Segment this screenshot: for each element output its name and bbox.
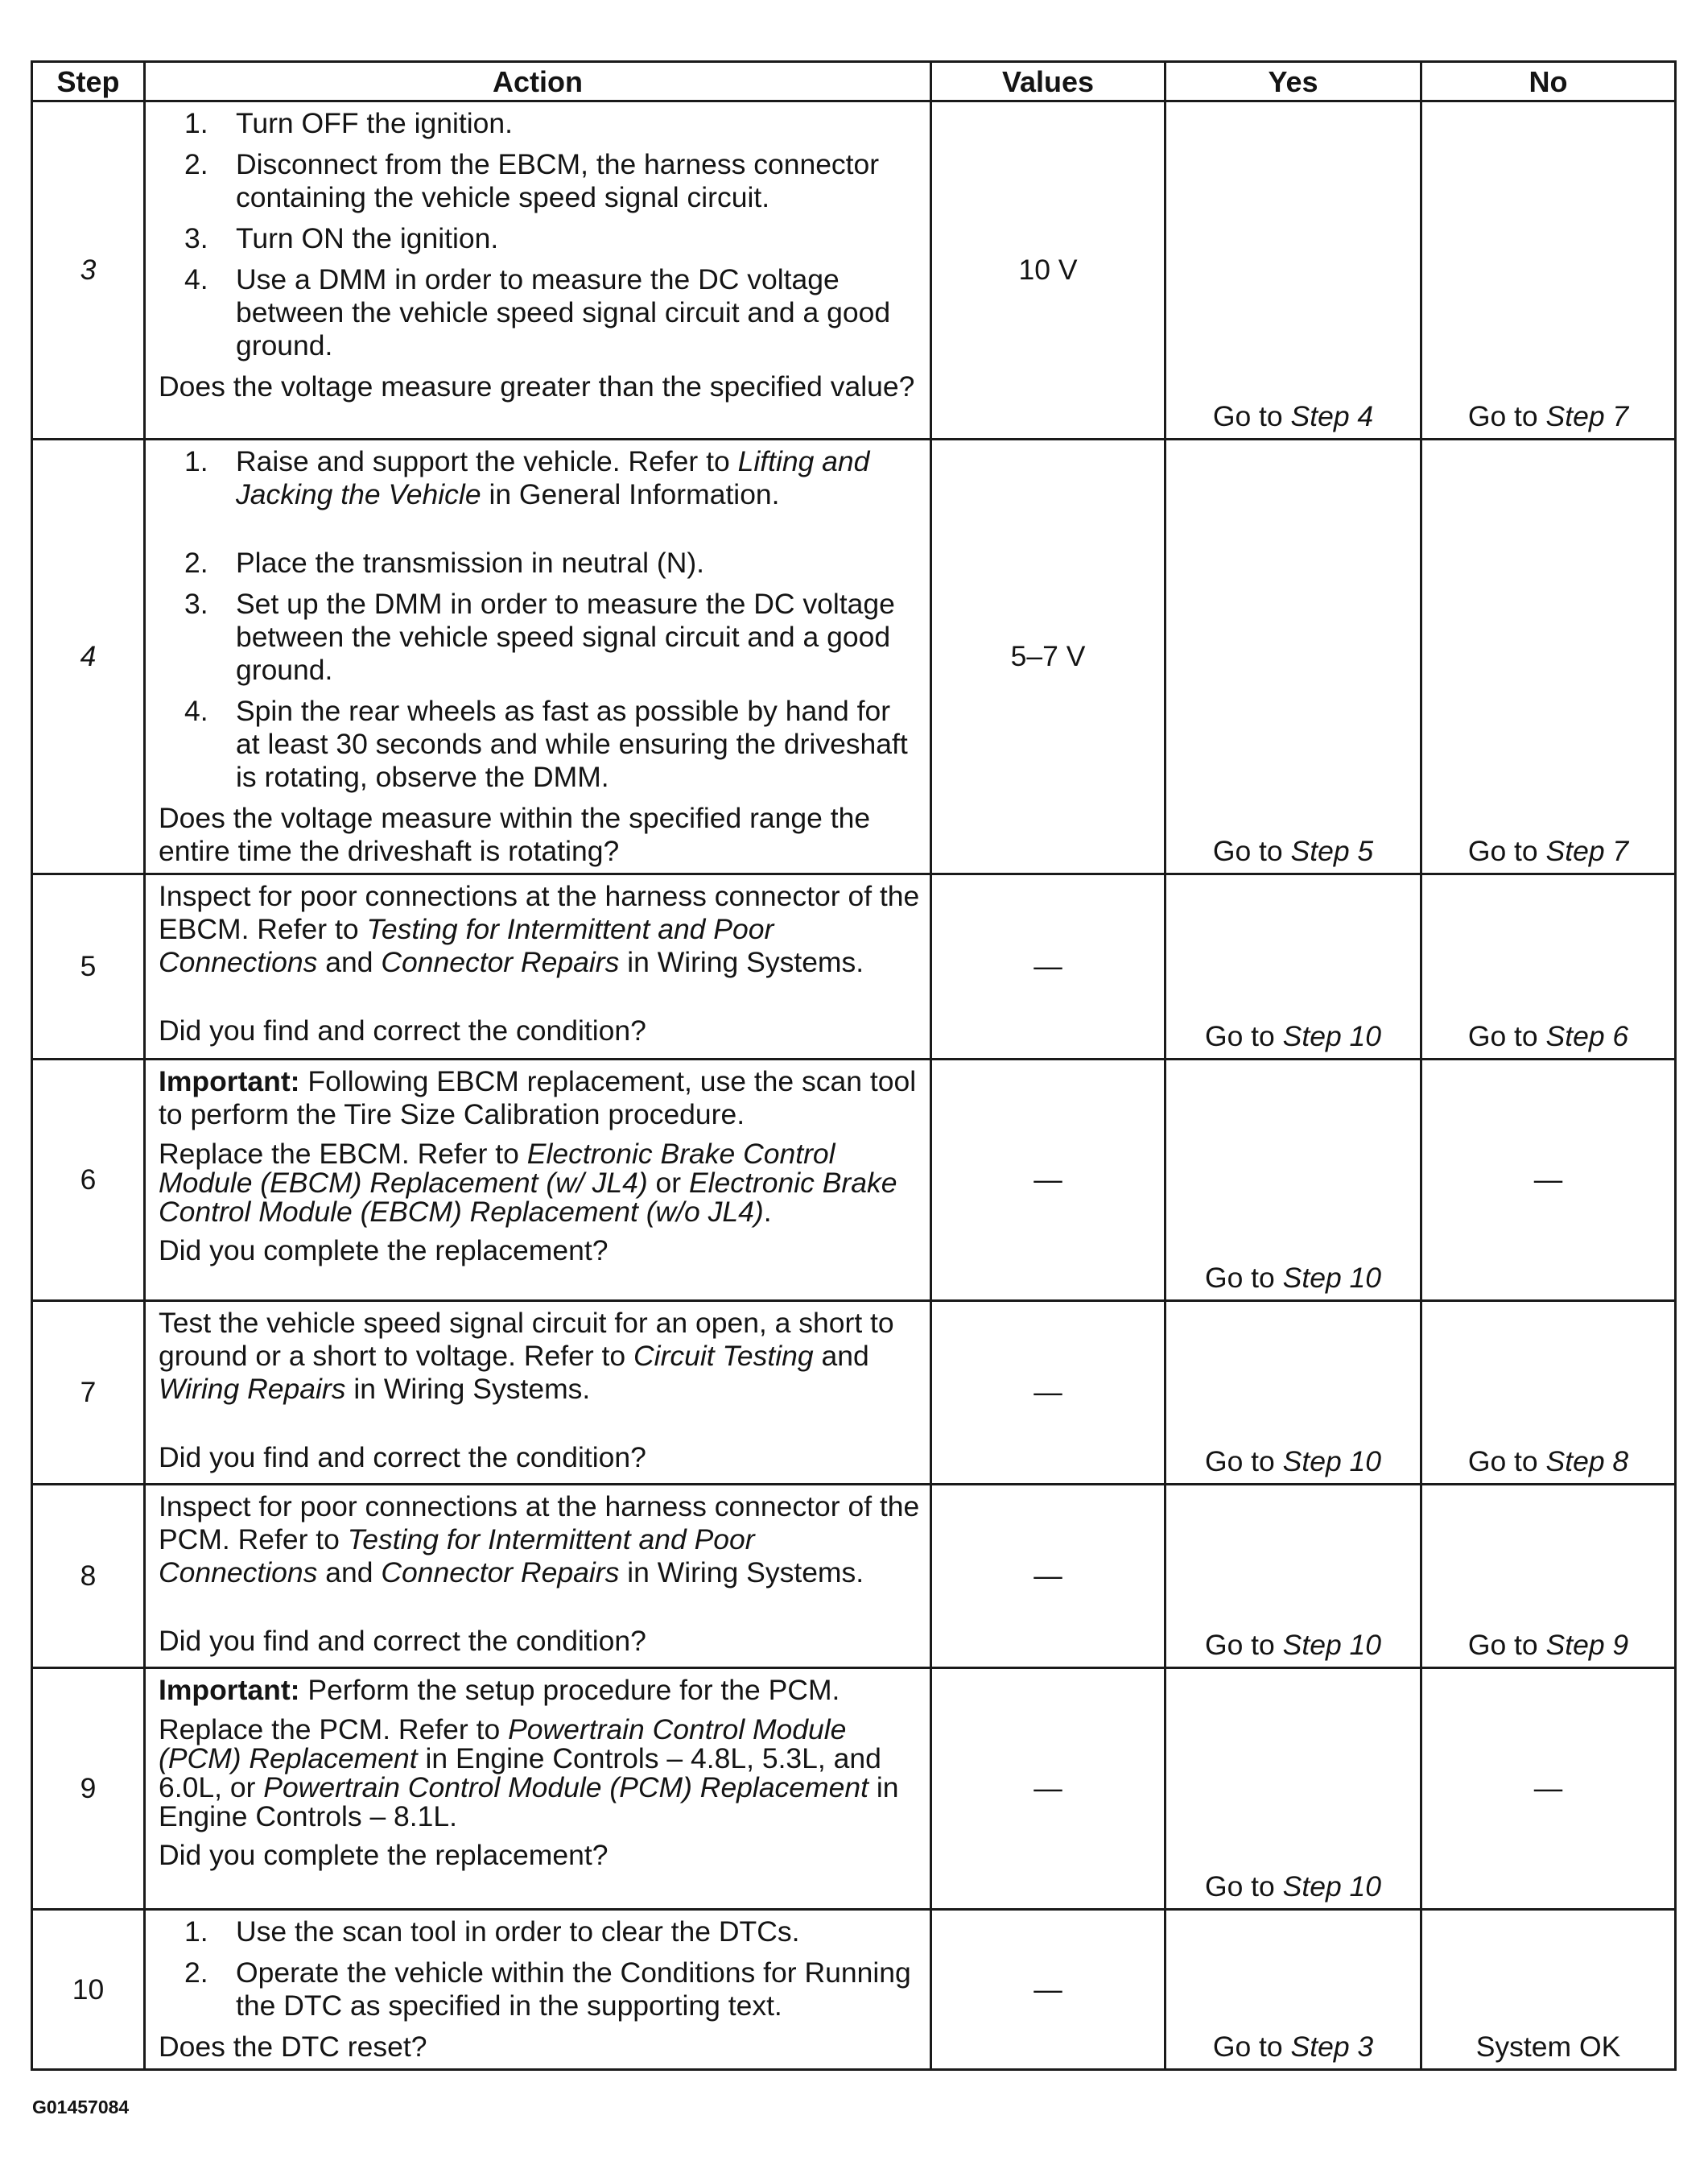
spacer [159,519,920,547]
value-cell: 10 V [931,101,1165,440]
action-text: Replace the PCM. Refer to Powertrain Control Module (PCM) Replacement in Engine Controls – 4.8L, 5.3L, and 6.0L, or Powertrain Control Module (PCM) Replacement in Engine Controls – 8.1L. [159,1713,899,1832]
no-cell: Go to Step 6 [1421,874,1676,1060]
no-step-link[interactable]: Step 8 [1545,1445,1629,1477]
action-question: Does the voltage measure within the specified range the entire time the driveshaft is rotating? [159,802,871,867]
no-step-link[interactable]: Step 7 [1545,400,1629,432]
action-list [159,107,920,362]
yes-step-link[interactable]: Step 10 [1282,1629,1382,1661]
spacer [159,1597,920,1625]
no-cell: — [1421,1060,1676,1301]
list-item: 1. Turn OFF the ignition. [184,107,513,139]
action-question: Did you find and correct the condition? [159,1441,646,1473]
value-cell: — [931,1485,1165,1668]
no-step-link[interactable]: Step 6 [1545,1020,1629,1052]
list-item: 3. Turn ON the ignition. [184,222,499,254]
header-yes: Yes [1165,62,1421,101]
step-number: 5 [32,874,145,1060]
step-number: 9 [32,1668,145,1910]
no-step-link[interactable]: Step 7 [1545,835,1629,867]
important-note: Important: Perform the setup procedure for the PCM. [159,1674,840,1706]
yes-cell: Go to Step 5 [1165,440,1421,874]
action-cell [145,101,931,440]
value-cell: — [931,1060,1165,1301]
yes-step-link[interactable]: Step 10 [1282,1262,1382,1294]
list-item: 1. Raise and support the vehicle. Refer to Lifting and Jacking the Vehicle in General Information. [184,445,870,510]
step-number: 8 [32,1485,145,1668]
action-text: Inspect for poor connections at the harness connector of the EBCM. Refer to Testing for Intermittent and Poor Connections and Connector Repairs in Wiring Systems. [159,880,920,978]
list-item: 4. Use a DMM in order to measure the DC voltage between the vehicle speed signal circuit and a good ground. [184,263,891,362]
table-row [32,1485,1676,1668]
action-text: Replace the EBCM. Refer to Electronic Brake Control Module (EBCM) Replacement (w/ JL4) or Electronic Brake Control Module (EBCM) Replacement (w/o JL4). [159,1138,897,1228]
yes-step-link[interactable]: Step 4 [1290,400,1374,432]
value-cell: — [931,1668,1165,1910]
yes-cell: Go to Step 3 [1165,1910,1421,2070]
spacer [159,1414,920,1441]
list-item: 3. Set up the DMM in order to measure the DC voltage between the vehicle speed signal circuit and a good ground. [184,588,895,686]
spacer [159,987,920,1014]
diagnostic-table [31,60,1677,2071]
no-cell: — [1421,1668,1676,1910]
action-question: Did you find and correct the condition? [159,1014,646,1047]
step-number: 6 [32,1060,145,1301]
yes-cell: Go to Step 10 [1165,874,1421,1060]
value-cell: — [931,1301,1165,1485]
no-cell: Go to Step 7 [1421,440,1676,874]
header-values: Values [931,62,1165,101]
step-number: 7 [32,1301,145,1485]
value-cell: — [931,874,1165,1060]
table-row [32,1060,1676,1301]
step-number: 10 [32,1910,145,2070]
action-text: Test the vehicle speed signal circuit for an open, a short to ground or a short to voltage. Refer to Circuit Testing and Wiring Repairs in Wiring Systems. [159,1307,894,1405]
table-row [32,874,1676,1060]
step-number: 3 [32,101,145,440]
value-cell: 5–7 V [931,440,1165,874]
header-step: Step [32,62,145,101]
table-row [32,440,1676,874]
action-cell [145,1910,931,2070]
table-row [32,1910,1676,2070]
yes-step-link[interactable]: Step 10 [1282,1870,1382,1903]
important-note: Important: Following EBCM replacement, use the scan tool to perform the Tire Size Calibration procedure. [159,1065,917,1130]
action-question: Did you complete the replacement? [159,1234,609,1266]
yes-cell: Go to Step 10 [1165,1301,1421,1485]
action-question: Does the DTC reset? [159,2031,427,2063]
action-cell [145,874,931,1060]
yes-step-link[interactable]: Step 5 [1290,835,1374,867]
no-step-link[interactable]: Step 9 [1545,1629,1629,1661]
action-question: Does the voltage measure greater than the specified value? [159,370,915,403]
list-item: 2. Operate the vehicle within the Conditions for Running the DTC as specified in the supporting text. [184,1956,911,2022]
no-cell: Go to Step 7 [1421,101,1676,440]
action-list [159,1915,920,2022]
action-text: Inspect for poor connections at the harness connector of the PCM. Refer to Testing for Intermittent and Poor Connections and Connector Repairs in Wiring Systems. [159,1490,920,1589]
header-action: Action [145,62,931,101]
action-cell [145,1668,931,1910]
yes-cell: Go to Step 10 [1165,1668,1421,1910]
header-row [32,62,1676,101]
header-no: No [1421,62,1676,101]
action-cell [145,440,931,874]
yes-cell: Go to Step 10 [1165,1060,1421,1301]
table-row [32,1668,1676,1910]
list-item: 1. Use the scan tool in order to clear the DTCs. [184,1915,800,1948]
table-row [32,101,1676,440]
yes-cell: Go to Step 4 [1165,101,1421,440]
action-question: Did you find and correct the condition? [159,1625,646,1657]
no-cell: Go to Step 9 [1421,1485,1676,1668]
action-question: Did you complete the replacement? [159,1839,609,1871]
action-cell [145,1060,931,1301]
action-list [159,445,920,794]
value-cell: — [931,1910,1165,2070]
no-cell: Go to Step 8 [1421,1301,1676,1485]
table-row [32,1301,1676,1485]
list-item: 2. Disconnect from the EBCM, the harness connector containing the vehicle speed signal circuit. [184,148,880,213]
yes-step-link[interactable]: Step 10 [1282,1445,1382,1477]
no-cell: System OK [1421,1910,1676,2070]
figure-code: G01457084 [32,2097,130,2117]
action-cell [145,1301,931,1485]
list-item: 4. Spin the rear wheels as fast as possible by hand for at least 30 seconds and while ensuring the driveshaft is rotating, observe the DMM. [184,695,908,793]
yes-cell: Go to Step 10 [1165,1485,1421,1668]
list-item: 2. Place the transmission in neutral (N). [184,547,705,579]
yes-step-link[interactable]: Step 10 [1282,1020,1382,1052]
action-cell [145,1485,931,1668]
yes-step-link[interactable]: Step 3 [1290,2031,1374,2063]
step-number: 4 [32,440,145,874]
